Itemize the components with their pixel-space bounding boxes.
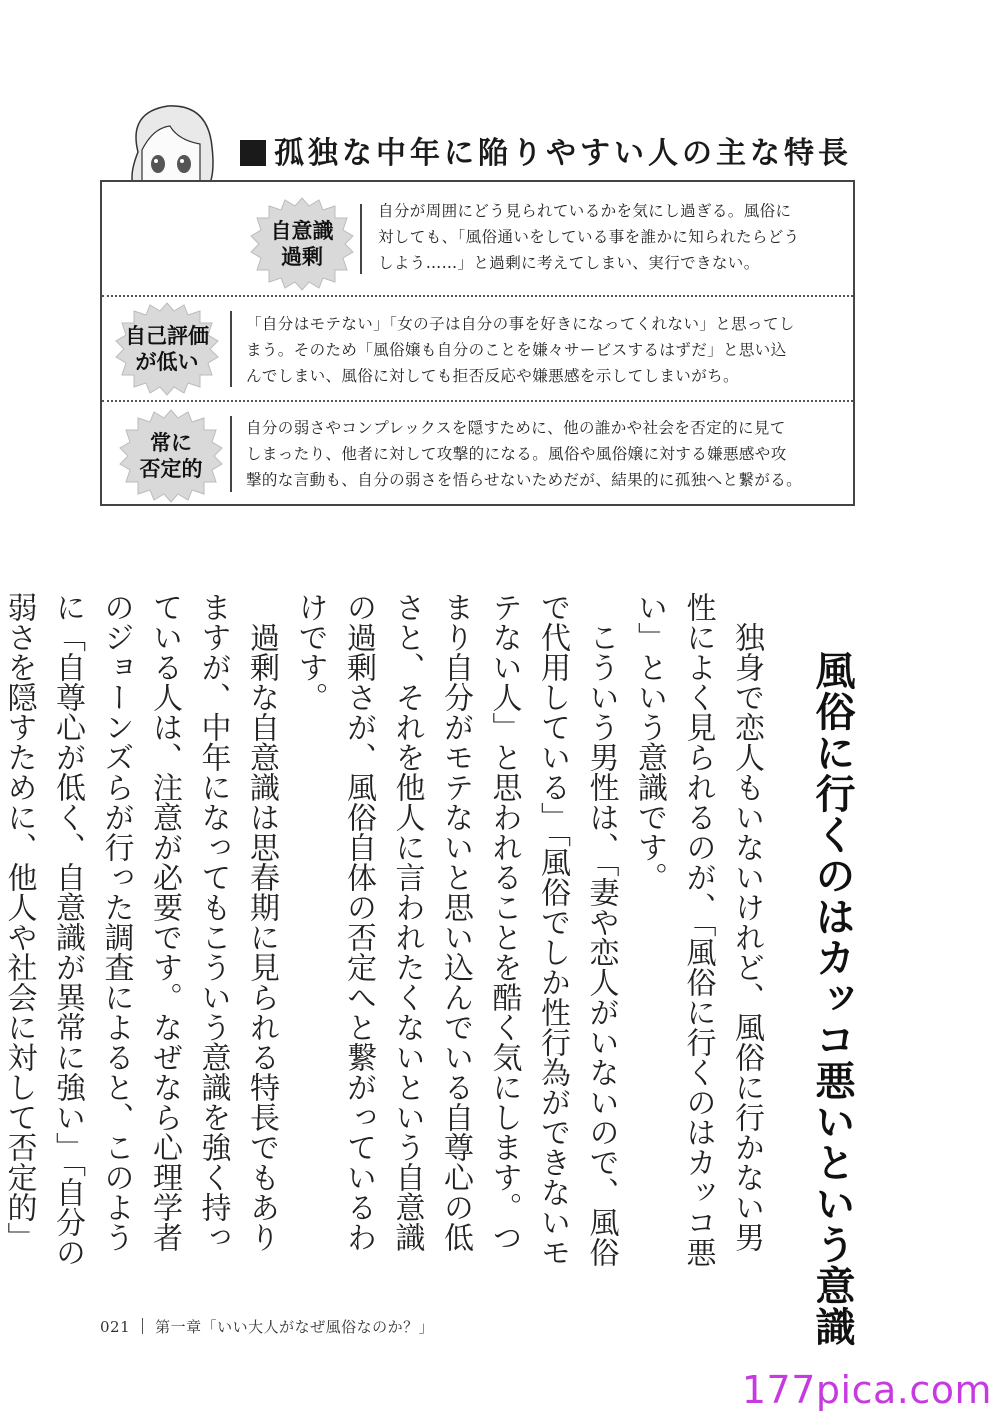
page-footer	[100, 1316, 434, 1337]
page-number: 021	[100, 1318, 131, 1336]
paragraph: 独身で恋人もいないけれど、風俗に行かない男性によく見られるのが、「風俗に行くのはカッコ悪い」という意識です。	[632, 592, 764, 1267]
trait-label: 常に 否定的	[139, 431, 203, 481]
divider	[142, 1318, 143, 1334]
trait-description: 「自分はモテない」「女の子は自分の事を好きになってくれない」と思ってし まう。そのため「風俗嬢も自分のことを嫌々サービスするはずだ」と思い込 んでしまい、風俗に対しても拒否反応や嫌悪感を示してしまいがち。	[246, 315, 795, 385]
chapter-title: 第一章「いい大人がなぜ風俗なのか？」	[155, 1318, 435, 1336]
traits-box	[100, 180, 855, 506]
trait-row	[102, 182, 853, 295]
section-heading: 風俗に行くのはカッコ悪いという意識	[809, 650, 855, 1347]
box-title-text: 孤独な中年に陥りやすい人の主な特長	[274, 136, 852, 171]
divider	[360, 204, 362, 274]
trait-label: 自意識 過剰	[270, 219, 334, 269]
paragraph: 過剰な自意識は思春期に見られる特長でもありますが、中年になってもこういう意識を強く持っている人は、注意が必要です。なぜなら心理学者のジョーンズらが行った調査によると、このように「自尊心が低く、自意識が異常に強い」「自分の弱さを隠すために、他人や社会に対して否定的」	[1, 592, 279, 1267]
box-title	[240, 128, 852, 172]
square-bullet-icon	[240, 140, 266, 166]
trait-row	[102, 295, 853, 402]
trait-label: 自己評価 が低い	[125, 324, 209, 374]
divider	[230, 416, 232, 492]
paragraph: こういう男性は、「妻や恋人がいないので、風俗で代用している」「風俗でしか性行為ができないモテない人」と思われることを酷く気にします。つまり自分がモテないと思い込んでいる自尊心の低さと、それを他人に言われたくないという自意識の過剰さが、風俗自体の否定へと繋がっているわけです。	[292, 592, 619, 1267]
article-body	[0, 592, 770, 1272]
trait-row	[102, 400, 853, 506]
divider	[230, 311, 232, 387]
watermark: 177pica.com	[741, 1368, 992, 1412]
trait-description: 自分の弱さやコンプレックスを隠すために、他の誰かや社会を否定的に見て しまったり、他者に対して攻撃的になる。風俗や風俗嬢に対する嫌悪感や攻 撃的な言動も、自分の弱さを悟らせないためだが、結果的に孤独へと繋がる。	[246, 419, 803, 489]
trait-description: 自分が周囲にどう見られているかを気にし過ぎる。風俗に 対しても、「風俗通いをしている事を誰かに知られたらどう しよう……」と過剰に考えてしまい、実行できない。	[378, 202, 800, 272]
